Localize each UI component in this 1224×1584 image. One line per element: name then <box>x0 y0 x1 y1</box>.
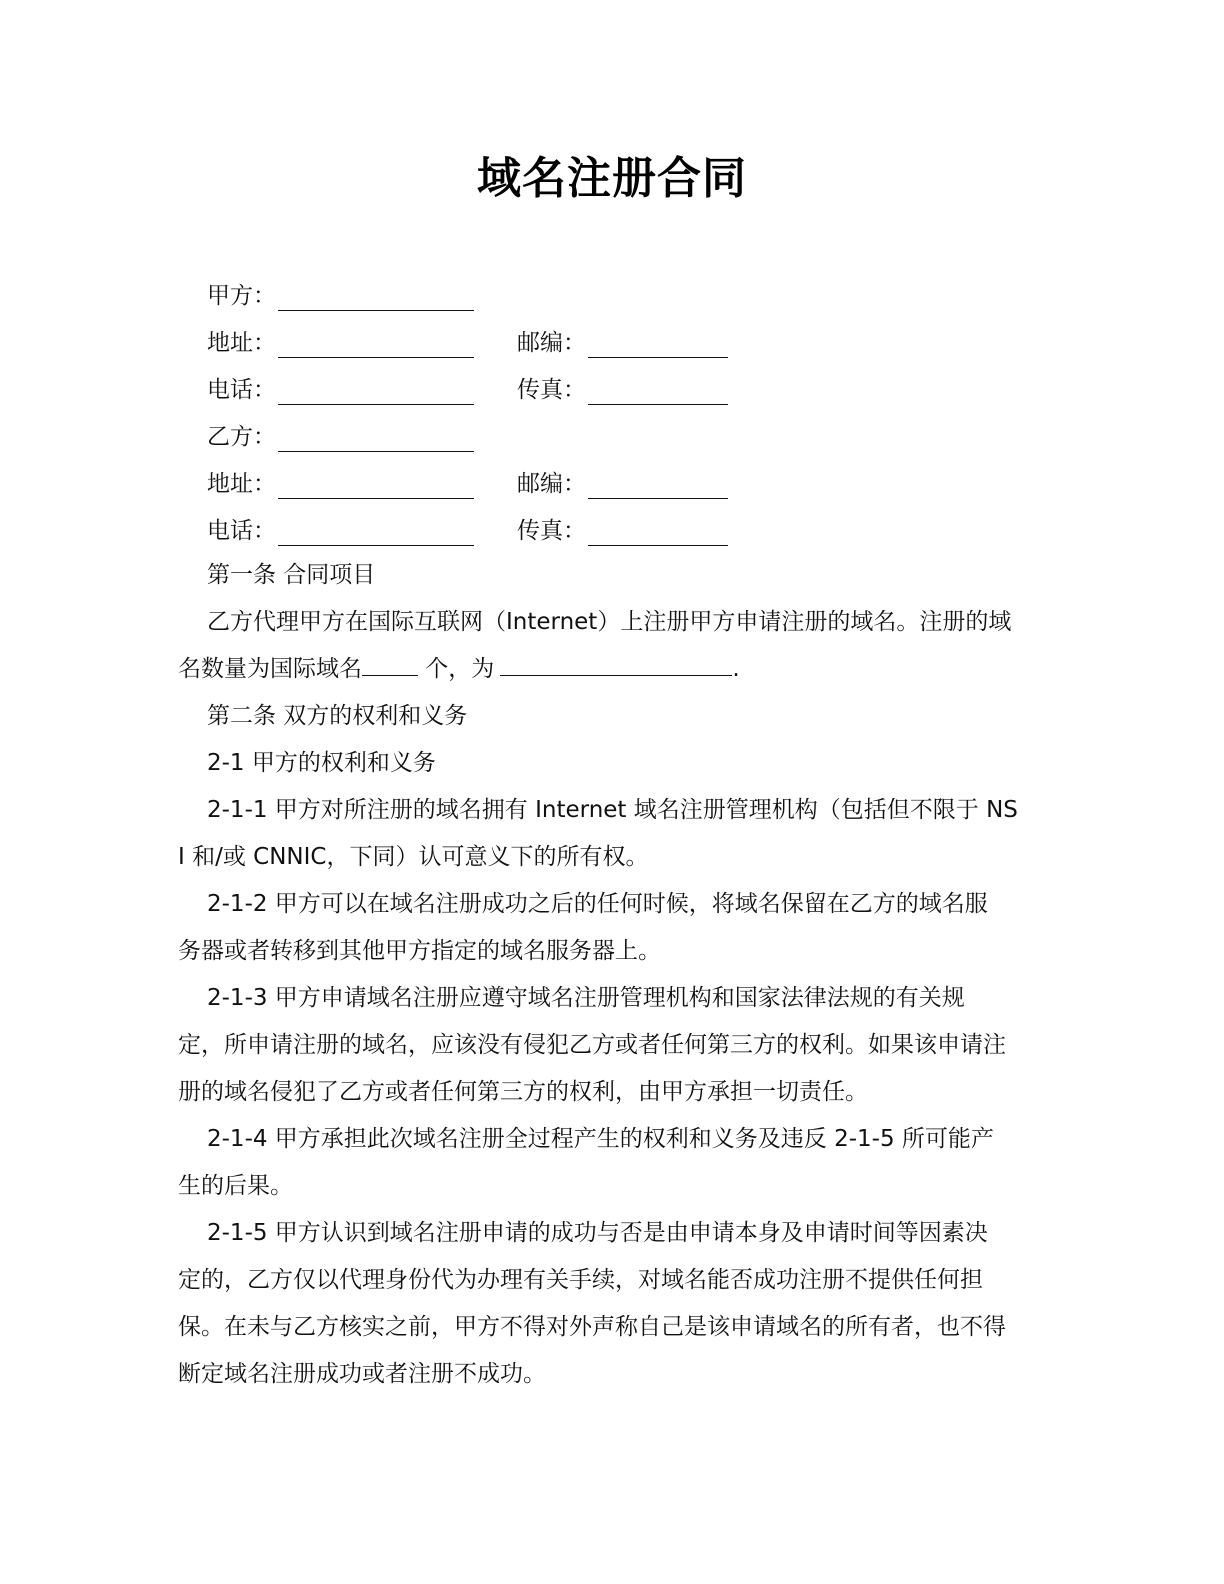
clause1-line2-b: 个，为 <box>418 656 495 682</box>
party-b-name-field[interactable] <box>207 416 474 452</box>
clause2-1-5-line2: 定的，乙方仅以代理身份代为办理有关手续，对域名能否成功注册不提供任何担 <box>178 1267 983 1293</box>
party-a-postcode-label: 邮编： <box>517 330 586 356</box>
party-b-postcode-label: 邮编： <box>517 471 586 497</box>
party-b-name-label: 乙方： <box>207 424 276 450</box>
party-a-name-label: 甲方： <box>207 283 276 309</box>
party-a-fax-label: 传真： <box>517 377 586 403</box>
party-a-phone-label: 电话： <box>207 377 276 403</box>
party-b-phone-label: 电话： <box>207 518 276 544</box>
document-title: 域名注册合同 <box>477 153 747 204</box>
party-b-fax-field[interactable] <box>517 510 728 546</box>
party-b-fax-label: 传真： <box>517 518 586 544</box>
clause2-1-4-line2: 生的后果。 <box>178 1173 293 1199</box>
party-b-phone-blank[interactable] <box>278 519 474 546</box>
party-a-fax-field[interactable] <box>517 369 728 405</box>
party-a-address-blank[interactable] <box>278 331 474 358</box>
clause2-1-4-line1: 2-1-4 甲方承担此次域名注册全过程产生的权利和义务及违反 2-1-5 所可能产 <box>207 1126 994 1152</box>
party-a-fax-blank[interactable] <box>588 378 728 405</box>
clause1-line2 <box>178 646 1038 693</box>
clause1-heading: 第一条 合同项目 <box>207 562 376 588</box>
party-b-phone-field[interactable] <box>207 510 474 546</box>
clause2-heading: 第二条 双方的权利和义务 <box>207 703 468 729</box>
clause2-1-2-line1: 2-1-2 甲方可以在域名注册成功之后的任何时候，将域名保留在乙方的域名服 <box>207 891 988 917</box>
party-a-postcode-blank[interactable] <box>588 331 728 358</box>
clause1-line2-a: 名数量为国际域名 <box>178 656 362 682</box>
clause1-line1: 乙方代理甲方在国际互联网（Internet）上注册甲方申请注册的域名。注册的域 <box>207 609 1012 635</box>
party-b-postcode-field[interactable] <box>517 463 728 499</box>
clause2-1-5-line1: 2-1-5 甲方认识到域名注册申请的成功与否是由申请本身及申请时间等因素决 <box>207 1220 988 1246</box>
party-a-phone-blank[interactable] <box>278 378 474 405</box>
party-b-address-blank[interactable] <box>278 472 474 499</box>
party-a-name-blank[interactable] <box>278 284 474 311</box>
clause1-line2-c: . <box>732 656 740 682</box>
clause2-1-2-line2: 务器或者转移到其他甲方指定的域名服务器上。 <box>178 938 661 964</box>
clause2-1-3-line1: 2-1-3 甲方申请域名注册应遵守域名注册管理机构和国家法律法规的有关规 <box>207 985 965 1011</box>
clause2-1-3-line3: 册的域名侵犯了乙方或者任何第三方的权利，由甲方承担一切责任。 <box>178 1079 868 1105</box>
party-b-address-field[interactable] <box>207 463 474 499</box>
clause2-1-3-line2: 定，所申请注册的域名，应该没有侵犯乙方或者任何第三方的权利。如果该申请注 <box>178 1032 1006 1058</box>
party-b-postcode-blank[interactable] <box>588 472 728 499</box>
party-a-name-field[interactable] <box>207 275 474 311</box>
clause2-1-1-line1: 2-1-1 甲方对所注册的域名拥有 Internet 域名注册管理机构（包括但不限于 NS <box>207 797 1018 823</box>
clause2-1-1-line2: I 和/或 CNNIC，下同）认可意义下的所有权。 <box>178 844 649 870</box>
party-a-postcode-field[interactable] <box>517 322 728 358</box>
clause2-1-5-line4: 断定域名注册成功或者注册不成功。 <box>178 1361 546 1387</box>
clause2-sub-heading: 2-1 甲方的权利和义务 <box>207 750 436 776</box>
party-b-name-blank[interactable] <box>278 425 474 452</box>
party-b-address-label: 地址： <box>207 471 276 497</box>
party-a-address-label: 地址： <box>207 330 276 356</box>
party-a-phone-field[interactable] <box>207 369 474 405</box>
clause2-1-5-line3: 保。在未与乙方核实之前，甲方不得对外声称自己是该申请域名的所有者，也不得 <box>178 1314 1006 1340</box>
party-a-address-field[interactable] <box>207 322 474 358</box>
domain-count-blank[interactable] <box>362 653 418 676</box>
domain-name-blank[interactable] <box>500 653 732 676</box>
party-b-fax-blank[interactable] <box>588 519 728 546</box>
